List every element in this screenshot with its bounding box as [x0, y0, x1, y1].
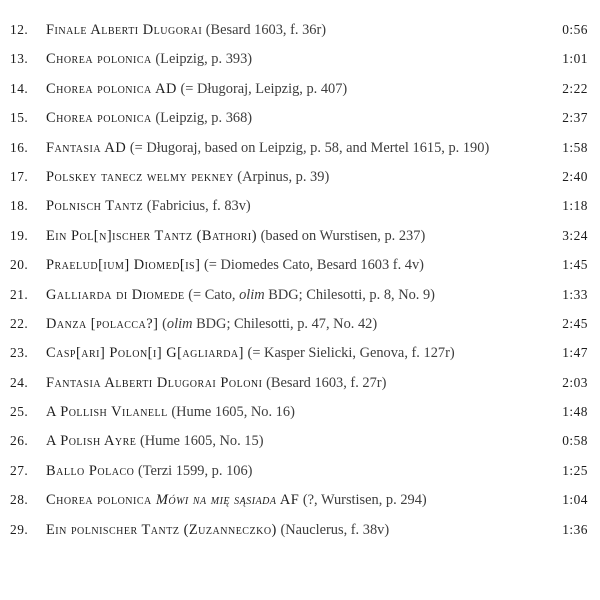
track-duration: 0:56: [562, 22, 588, 37]
track-title: [46, 404, 552, 421]
track-number: 19.: [10, 227, 29, 243]
title-segment: Galliarda di Diomede: [46, 286, 185, 303]
track-duration: 1:58: [562, 139, 588, 155]
track-title: [46, 492, 552, 509]
track-title: [46, 463, 552, 480]
track-row: [10, 51, 588, 80]
track-row: [10, 81, 588, 110]
title-segment: Polskey tanecz welmy pekney: [46, 168, 234, 185]
title-segment: (= Diomedes Cato, Besard 1603 f. 4v): [200, 257, 424, 274]
title-segment: Finale Alberti Dlugorai: [46, 22, 203, 38]
title-segment: BDG; Chilesotti, p. 8, No. 9): [264, 286, 435, 303]
track-title: [46, 228, 552, 245]
track-duration: 2:37: [562, 110, 588, 126]
track-title: [46, 169, 552, 186]
track-duration: 1:48: [562, 404, 588, 420]
track-duration: 2:45: [562, 315, 588, 331]
track-title: [46, 198, 552, 215]
track-row: [10, 345, 588, 374]
title-segment: (Hume 1605, No. 15): [136, 433, 264, 450]
title-segment: Danza [polacca?]: [46, 315, 159, 332]
track-duration: 1:47: [562, 345, 588, 361]
track-number: 26.: [10, 433, 29, 449]
title-segment: (= Kasper Sielicki, Genova, f. 127r): [243, 345, 455, 362]
title-segment: (: [158, 315, 167, 332]
track-number: 18.: [10, 198, 29, 214]
track-duration: 1:33: [562, 286, 588, 302]
title-segment: Chorea polonica: [46, 51, 152, 68]
title-segment: (?, Wurstisen, p. 294): [299, 492, 427, 509]
track-title: [46, 345, 552, 362]
track-title: [46, 257, 552, 274]
track-row: [10, 140, 588, 169]
track-number: 25.: [10, 404, 29, 420]
title-segment: Chorea polonica AD: [46, 80, 177, 97]
title-segment: Fantasia Alberti Dlugorai Poloni: [46, 374, 263, 391]
title-segment: (= Długoraj, based on Leipzig, p. 58, and Mertel 1615, p. 190): [126, 139, 490, 156]
title-segment: Ein polnischer Tantz (Zuzanneczko): [46, 521, 277, 538]
title-segment: (Besard 1603, f. 27r): [262, 374, 387, 391]
track-row: [10, 375, 588, 404]
track-row: [10, 404, 588, 433]
track-title: [46, 81, 552, 98]
title-segment: BDG; Chilesotti, p. 47, No. 42): [192, 315, 378, 332]
track-duration: 1:25: [562, 462, 588, 478]
title-segment: Ein Pol[n]ischer Tantz (Bathori): [46, 227, 258, 244]
title-segment: AF: [276, 492, 300, 509]
track-row: [10, 316, 588, 345]
track-row: [10, 198, 588, 227]
title-segment: Praelud[ium] Diomed[is]: [46, 257, 201, 274]
title-segment: (Fabricius, f. 83v): [143, 198, 251, 215]
track-number: 16.: [10, 139, 29, 155]
track-row: [10, 433, 588, 462]
title-segment: Polnisch Tantz: [46, 198, 144, 215]
track-number: 12.: [10, 22, 29, 37]
track-duration: 1:45: [562, 257, 588, 273]
track-row: [10, 522, 588, 551]
track-duration: 0:58: [562, 433, 588, 449]
title-segment: (= Długoraj, Leipzig, p. 407): [176, 80, 348, 97]
title-segment: (Besard 1603, f. 36r): [202, 22, 327, 38]
track-title: [46, 140, 552, 157]
track-title: [46, 375, 552, 392]
track-row: [10, 463, 588, 492]
title-segment: Chorea polonica: [46, 110, 152, 127]
track-duration: 2:03: [562, 374, 588, 390]
track-row: [10, 492, 588, 521]
track-title: [46, 433, 552, 450]
track-number: 23.: [10, 345, 29, 361]
track-number: 28.: [10, 492, 29, 508]
track-number: 29.: [10, 521, 29, 537]
title-segment: Mówi na mię sąsiada: [155, 492, 277, 509]
track-number: 14.: [10, 80, 29, 96]
track-number: 22.: [10, 315, 29, 331]
track-number: 20.: [10, 257, 29, 273]
title-segment: (= Cato,: [184, 286, 240, 303]
track-duration: 1:04: [562, 492, 588, 508]
title-segment: olim: [239, 286, 265, 303]
title-segment: (Terzi 1599, p. 106): [134, 462, 253, 479]
track-title: [46, 522, 552, 539]
track-duration: 1:18: [562, 198, 588, 214]
title-segment: A Pollish Vilanell: [46, 404, 168, 421]
title-segment: Fantasia AD: [46, 139, 127, 156]
track-row: [10, 22, 588, 51]
track-duration: 1:01: [562, 51, 588, 67]
track-title: [46, 110, 552, 127]
track-row: [10, 287, 588, 316]
track-title: [46, 316, 552, 333]
track-row: [10, 169, 588, 198]
title-segment: (Leipzig, p. 368): [151, 110, 253, 127]
title-segment: A Polish Ayre: [46, 433, 137, 450]
track-row: [10, 257, 588, 286]
track-number: 15.: [10, 110, 29, 126]
track-number: 24.: [10, 374, 29, 390]
track-duration: 1:36: [562, 521, 588, 537]
track-number: 17.: [10, 168, 29, 184]
track-title: [46, 287, 552, 304]
title-segment: (Hume 1605, No. 16): [167, 404, 295, 421]
title-segment: Casp[ari] Polon[i] G[agliarda]: [46, 345, 244, 362]
title-segment: (Arpinus, p. 39): [233, 168, 330, 185]
title-segment: Chorea polonica: [46, 492, 156, 509]
track-number: 21.: [10, 286, 29, 302]
title-segment: Ballo Polaco: [46, 462, 135, 479]
title-segment: (based on Wurstisen, p. 237): [257, 227, 426, 244]
title-segment: olim: [166, 315, 193, 332]
track-duration: 2:40: [562, 168, 588, 184]
track-duration: 3:24: [562, 227, 588, 243]
track-title: [46, 22, 552, 39]
track-row: [10, 228, 588, 257]
track-number: 13.: [10, 51, 29, 67]
track-row: [10, 110, 588, 139]
track-title: [46, 51, 552, 68]
title-segment: (Leipzig, p. 393): [151, 51, 253, 68]
title-segment: (Nauclerus, f. 38v): [276, 521, 390, 538]
track-duration: 2:22: [562, 80, 588, 96]
track-number: 27.: [10, 462, 29, 478]
